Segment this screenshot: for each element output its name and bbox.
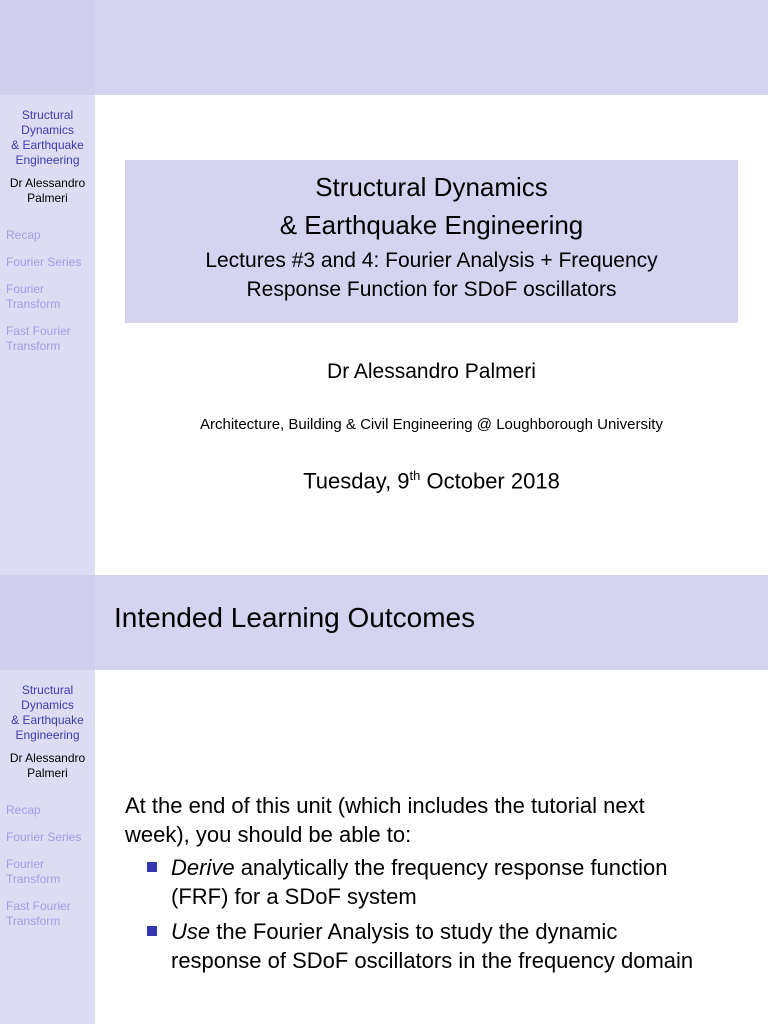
date-prefix: Tuesday, 9	[303, 468, 410, 494]
sidebar-nav-fast-fourier-transform[interactable]	[6, 324, 95, 354]
sidebar-top-block	[0, 0, 95, 95]
sidebar-title-line: Structural	[21, 683, 74, 697]
nav-item-label: Transform	[6, 914, 61, 928]
sidebar-author-line: Dr Alessandro	[9, 751, 86, 765]
sidebar-author-line: Palmeri	[27, 766, 68, 780]
sidebar-title-line: Structural	[21, 108, 74, 122]
nav-item-label: Transform	[6, 297, 61, 311]
sidebar-nav-fourier-transform[interactable]	[6, 282, 95, 312]
bullet-line: (FRF) for a SDoF system	[171, 884, 417, 909]
author-name: Dr Alessandro Palmeri	[327, 360, 536, 383]
sidebar-author-line: Dr Alessandro	[9, 176, 86, 190]
bullet-line	[171, 853, 735, 882]
sidebar-nav-fast-fourier-transform[interactable]	[6, 899, 95, 929]
sidebar-title-line: Engineering	[15, 728, 80, 742]
date-ordinal: th	[409, 468, 421, 483]
sidebar-nav-recap[interactable]	[6, 803, 95, 818]
subtitle-line: Lectures #3 and 4: Fourier Analysis + Frequency	[205, 249, 658, 272]
sidebar-nav-fourier-series[interactable]	[6, 255, 95, 270]
intro-line: At the end of this unit (which includes the tutorial next	[125, 793, 645, 818]
nav-item-label: Fourier Series	[6, 830, 82, 844]
sidebar-title-line: Dynamics	[21, 123, 74, 137]
date-suffix: October 2018	[420, 468, 560, 494]
sidebar-title-line: Dynamics	[21, 698, 74, 712]
sidebar-title[interactable]	[0, 108, 95, 168]
sidebar-top-block	[0, 575, 95, 670]
nav-item-label: Fast Fourier	[6, 324, 71, 338]
list-item	[125, 917, 735, 975]
sidebar-content	[0, 108, 95, 366]
sidebar-nav	[0, 228, 95, 354]
sidebar-title-line: & Earthquake	[11, 138, 84, 152]
list-item	[125, 853, 735, 911]
sidebar-author	[0, 751, 95, 781]
nav-item-label: Fast Fourier	[6, 899, 71, 913]
frame-title: Intended Learning Outcomes	[114, 602, 476, 633]
title-line: Structural Dynamics	[315, 172, 548, 202]
sidebar-author-line: Palmeri	[27, 191, 68, 205]
sidebar-title[interactable]	[0, 683, 95, 743]
subtitle-line: Response Function for SDoF oscillators	[246, 278, 617, 301]
sidebar-content	[0, 683, 95, 941]
presentation-date	[125, 468, 738, 494]
square-bullet-icon	[147, 926, 157, 936]
sidebar-author	[0, 176, 95, 206]
intro-text	[125, 791, 735, 849]
sidebar-nav-recap[interactable]	[6, 228, 95, 243]
sidebar-nav-fourier-series[interactable]	[6, 830, 95, 845]
emphasis-text: Use	[171, 919, 211, 944]
sidebar-nav	[0, 803, 95, 929]
nav-item-label: Fourier Series	[6, 255, 82, 269]
nav-item-label: Recap	[6, 228, 41, 242]
presentation-subtitle	[125, 246, 738, 304]
title-line: & Earthquake Engineering	[279, 210, 584, 240]
sidebar-nav-fourier-transform[interactable]	[6, 857, 95, 887]
bullet-line: response of SDoF oscillators in the frequency domain	[171, 948, 694, 973]
bullet-line	[171, 917, 735, 946]
header-bar	[95, 0, 768, 95]
institute: Architecture, Building & Civil Engineering @ Loughborough University	[200, 416, 663, 433]
outcomes-list	[125, 853, 735, 975]
bullet-text: analytically the frequency response function	[234, 855, 668, 880]
nav-item-label: Transform	[6, 339, 61, 353]
square-bullet-icon	[147, 862, 157, 872]
nav-item-label: Transform	[6, 872, 61, 886]
slide-body	[125, 791, 735, 981]
nav-item-label: Recap	[6, 803, 41, 817]
sidebar-title-line: & Earthquake	[11, 713, 84, 727]
learning-outcomes-slide	[0, 575, 768, 1024]
presentation-title	[125, 168, 738, 244]
bullet-text: the Fourier Analysis to study the dynamic	[210, 919, 618, 944]
title-box	[125, 160, 738, 323]
intro-line: week), you should be able to:	[125, 822, 412, 847]
sidebar-title-line: Engineering	[15, 153, 80, 167]
nav-item-label: Fourier	[6, 857, 45, 871]
nav-item-label: Fourier	[6, 282, 45, 296]
emphasis-text: Derive	[171, 855, 235, 880]
